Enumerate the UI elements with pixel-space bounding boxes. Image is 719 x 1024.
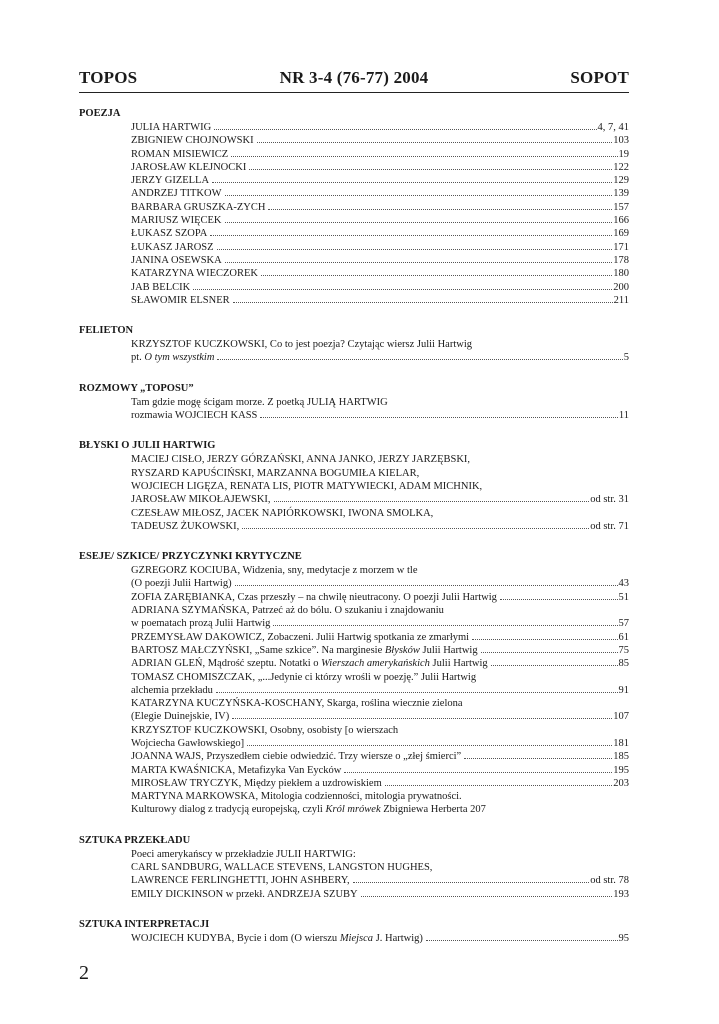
dot-leader [216, 692, 618, 693]
dot-leader [247, 745, 612, 746]
section-title: ESEJE/ SZKICE/ PRZYCZYNKI KRYTYCZNE [79, 551, 302, 563]
dot-leader [225, 262, 613, 263]
entry-page: od str. 71 [590, 520, 629, 532]
entry-page: 107 [613, 711, 629, 723]
toc-entry [131, 174, 629, 187]
toc-section [79, 324, 629, 365]
toc-entry [131, 657, 629, 670]
toc-entry [131, 507, 629, 520]
toc-entry [131, 453, 629, 466]
toc-entry [131, 338, 629, 351]
entry-text: (Elegie Duinejskie, IV) [131, 711, 230, 723]
dot-leader [232, 718, 612, 719]
toc-entry [131, 294, 629, 307]
toc-section [79, 382, 629, 423]
toc-entry [131, 351, 629, 364]
toc-entry [131, 861, 629, 874]
entry-text: JOANNA WAJS, Przyszedłem ciebie odwiedzić. Trzy wiersze o „złej śmierci” [131, 751, 462, 763]
dot-leader [233, 302, 613, 303]
dot-leader [491, 665, 618, 666]
entry-text: rozmawia WOJCIECH KASS [131, 410, 258, 422]
entry-text: MACIEJ CISŁO, JERZY GÓRZAŃSKI, ANNA JANKO, JERZY JARZĘBSKI, [131, 454, 471, 466]
dot-leader [260, 417, 617, 418]
toc-entry [131, 187, 629, 200]
toc-entry [131, 631, 629, 644]
dot-leader [217, 359, 622, 360]
entry-page: 211 [613, 294, 629, 306]
dot-leader [225, 195, 613, 196]
toc-entry [131, 148, 629, 161]
dot-leader [273, 625, 617, 626]
entry-text: ADRIAN GLEŃ, Mądrość szeptu. Notatki o Wierszach amerykańskich Julii Hartwig [131, 658, 488, 670]
toc-entry [131, 790, 629, 803]
entry-text: SŁAWOMIR ELSNER [131, 294, 230, 306]
entry-text: pt. O tym wszystkim [131, 352, 215, 364]
entry-page: 180 [613, 268, 629, 280]
entry-page: 75 [618, 644, 629, 656]
entry-page: 195 [613, 764, 629, 776]
entry-text: LAWRENCE FERLINGHETTI, JOHN ASHBERY, [131, 875, 350, 887]
toc-entry [131, 750, 629, 763]
entry-text: GZREGORZ KOCIUBA, Widzenia, sny, medytacje z morzem w tle [131, 565, 418, 577]
toc-entry [131, 480, 629, 493]
entry-text: ANDRZEJ TITKOW [131, 188, 222, 200]
entry-text: MARTA KWAŚNICKA, Metafizyka Van Eycków [131, 764, 342, 776]
entry-text: MARTYNA MARKOWSKA, Mitologia codzienności, mitologia prywatności. [131, 791, 462, 803]
entry-text: WOJCIECH LIGĘZA, RENATA LIS, PIOTR MATYWIECKI, ADAM MICHNIK, [131, 480, 483, 492]
dot-leader [231, 156, 617, 157]
entry-text: MIROSŁAW TRYCZYK, Między piekłem a uzdrowiskiem [131, 777, 382, 789]
entry-text: Wojciecha Gawłowskiego] [131, 737, 245, 749]
toc-entry [131, 409, 629, 422]
toc-entry [131, 201, 629, 214]
dot-leader [217, 249, 613, 250]
entry-page: 200 [613, 281, 629, 293]
toc-entry [131, 684, 629, 697]
entry-page: 61 [618, 631, 629, 643]
entry-text: ŁUKASZ JAROSZ [131, 241, 214, 253]
dot-leader [214, 129, 596, 130]
toc-entry [131, 777, 629, 790]
entry-page: 193 [613, 888, 629, 900]
toc-entry [131, 710, 629, 723]
dot-leader [472, 639, 617, 640]
toc-entry [131, 241, 629, 254]
entry-text: JANINA OSEWSKA [131, 254, 222, 266]
toc-entry [131, 396, 629, 409]
toc-entry [131, 604, 629, 617]
entry-text: KATARZYNA WIECZOREK [131, 268, 258, 280]
dot-leader [249, 169, 612, 170]
entry-text: ADRIANA SZYMAŃSKA, Patrzeć aż do bólu. O szukaniu i znajdowaniu [131, 605, 444, 617]
toc-entry [131, 932, 629, 945]
entry-text: MARIUSZ WIĘCEK [131, 215, 222, 227]
dot-leader [235, 585, 618, 586]
entry-text: BARBARA GRUSZKA-ZYCH [131, 201, 266, 213]
entry-text: JERZY GIZELLA [131, 175, 210, 187]
entry-text: alchemia przekładu [131, 684, 213, 696]
table-of-contents [79, 107, 629, 962]
entry-text: CARL SANDBURG, WALLACE STEVENS, LANGSTON HUGHES, [131, 862, 433, 874]
dot-leader [225, 222, 613, 223]
toc-entry [131, 888, 629, 901]
entry-text: KRZYSZTOF KUCZKOWSKI, Co to jest poezja? Czytając wiersz Julii Hartwig [131, 339, 472, 351]
dot-leader [361, 896, 613, 897]
toc-section [79, 918, 629, 945]
issue-number: NR 3-4 (76-77) 2004 [279, 68, 429, 87]
entry-page: 5 [623, 352, 629, 364]
toc-entry [131, 644, 629, 657]
toc-entry [131, 121, 629, 134]
dot-leader [257, 142, 613, 143]
toc-entry [131, 564, 629, 577]
header-rule [79, 92, 629, 93]
entry-page: 129 [613, 175, 629, 187]
entry-text: EMILY DICKINSON w przekł. ANDRZEJA SZUBY [131, 888, 358, 900]
entry-page: 185 [613, 751, 629, 763]
toc-entry [131, 671, 629, 684]
entry-text: JAROSŁAW KLEJNOCKI [131, 161, 247, 173]
toc-entry [131, 134, 629, 147]
dot-leader [193, 289, 612, 290]
toc-entry [131, 227, 629, 240]
entry-page: 57 [618, 618, 629, 630]
entry-page: 91 [618, 684, 629, 696]
dot-leader [464, 758, 612, 759]
section-title: FELIETON [79, 325, 134, 337]
dot-leader [385, 785, 613, 786]
dot-leader [426, 940, 618, 941]
entry-text: KRZYSZTOF KUCZKOWSKI, Osobny, osobisty [o wierszach [131, 724, 399, 736]
dot-leader [210, 235, 612, 236]
toc-entry [131, 161, 629, 174]
dot-leader [500, 599, 618, 600]
entry-page: 85 [618, 658, 629, 670]
toc-section [79, 834, 629, 901]
section-title: SZTUKA INTERPRETACJI [79, 918, 210, 930]
toc-entry [131, 467, 629, 480]
entry-text: TADEUSZ ŻUKOWSKI, [131, 520, 240, 532]
toc-entry [131, 577, 629, 590]
entry-text: ZOFIA ZARĘBIANKA, Czas przeszły – na chwilę nieutracony. O poezji Julii Hartwig [131, 591, 497, 603]
entry-page: od str. 78 [590, 875, 629, 887]
entry-text: Kulturowy dialog z tradycją europejską, czyli Król mrówek Zbigniewa Herberta 207 [131, 804, 486, 816]
entry-page: 122 [613, 161, 629, 173]
toc-entry [131, 874, 629, 887]
section-title: POEZJA [79, 108, 121, 119]
toc-entry [131, 267, 629, 280]
entry-page: 95 [618, 932, 629, 944]
dot-leader [481, 652, 618, 653]
dot-leader [268, 209, 612, 210]
entry-text: JAROSŁAW MIKOŁAJEWSKI, [131, 494, 271, 506]
page-header [79, 68, 629, 90]
entry-page: 166 [613, 215, 629, 227]
entry-text: TOMASZ CHOMISZCZAK, „...Jedynie ci którzy wrośli w poezję.” Julii Hartwig [131, 671, 477, 683]
toc-entry [131, 591, 629, 604]
dot-leader [242, 528, 589, 529]
entry-text: PRZEMYSŁAW DAKOWICZ, Zobaczeni. Julii Hartwig spotkania ze zmarłymi [131, 631, 470, 643]
entry-page: 181 [613, 737, 629, 749]
toc-entry [131, 214, 629, 227]
toc-entry [131, 520, 629, 533]
entry-page: 11 [618, 410, 629, 422]
entry-page: 171 [613, 241, 629, 253]
entry-text: WOJCIECH KUDYBA, Bycie i dom (O wierszu Miejsca J. Hartwig) [131, 932, 423, 944]
entry-text: Poeci amerykańscy w przekładzie JULII HARTWIG: [131, 848, 356, 860]
toc-entry [131, 254, 629, 267]
toc-section [79, 550, 629, 817]
toc-section [79, 107, 629, 307]
entry-text: ROMAN MISIEWICZ [131, 148, 229, 160]
entry-page: 19 [618, 148, 629, 160]
entry-text: w poematach prozą Julii Hartwig [131, 618, 271, 630]
entry-text: ZBIGNIEW CHOJNOWSKI [131, 135, 254, 147]
toc-entry [131, 737, 629, 750]
toc-entry [131, 764, 629, 777]
dot-leader [261, 275, 612, 276]
section-title: SZTUKA PRZEKŁADU [79, 834, 191, 846]
entry-text: JULIA HARTWIG [131, 122, 212, 133]
entry-page: 169 [613, 228, 629, 240]
toc-entry [131, 848, 629, 861]
entry-text: JAB BELCIK [131, 281, 191, 293]
entry-page: 4, 7, 41 [597, 122, 629, 133]
toc-entry [131, 281, 629, 294]
page-number: 2 [79, 962, 89, 984]
entry-text: BARTOSZ MAŁCZYŃSKI, „Same szkice”. Na marginesie Błysków Julii Hartwig [131, 644, 478, 656]
entry-page: 43 [618, 578, 629, 590]
entry-page: 178 [613, 254, 629, 266]
toc-entry [131, 617, 629, 630]
entry-page: 103 [613, 135, 629, 147]
toc-entry [131, 493, 629, 506]
city: SOPOT [570, 68, 629, 87]
entry-page: 139 [613, 188, 629, 200]
entry-text: RYSZARD KAPUŚCIŃSKI, MARZANNA BOGUMIŁA KIELAR, [131, 467, 420, 479]
toc-entry [131, 724, 629, 737]
dot-leader [353, 882, 590, 883]
toc-entry [131, 697, 629, 710]
entry-text: ŁUKASZ SZOPA [131, 228, 208, 240]
entry-text: KATARZYNA KUCZYŃSKA-KOSCHANY, Skarga, roślina wiecznie zielona [131, 698, 463, 710]
dot-leader [274, 501, 590, 502]
toc-section [79, 439, 629, 533]
dot-leader [212, 182, 612, 183]
entry-page: 51 [618, 591, 629, 603]
entry-text: (O poezji Julii Hartwig) [131, 578, 232, 590]
section-title: ROZMOWY „TOPOSU” [79, 382, 194, 394]
entry-page: od str. 31 [590, 494, 629, 506]
toc-entry [131, 803, 629, 816]
entry-page: 203 [613, 777, 629, 789]
journal-title: TOPOS [79, 68, 138, 87]
entry-text: CZESŁAW MIŁOSZ, JACEK NAPIÓRKOWSKI, IWONA SMOLKA, [131, 507, 434, 519]
section-title: BŁYSKI O JULII HARTWIG [79, 440, 216, 452]
entry-page: 157 [613, 201, 629, 213]
dot-leader [344, 772, 612, 773]
entry-text: Tam gdzie mogę ścigam morze. Z poetką JULIĄ HARTWIG [131, 396, 388, 408]
